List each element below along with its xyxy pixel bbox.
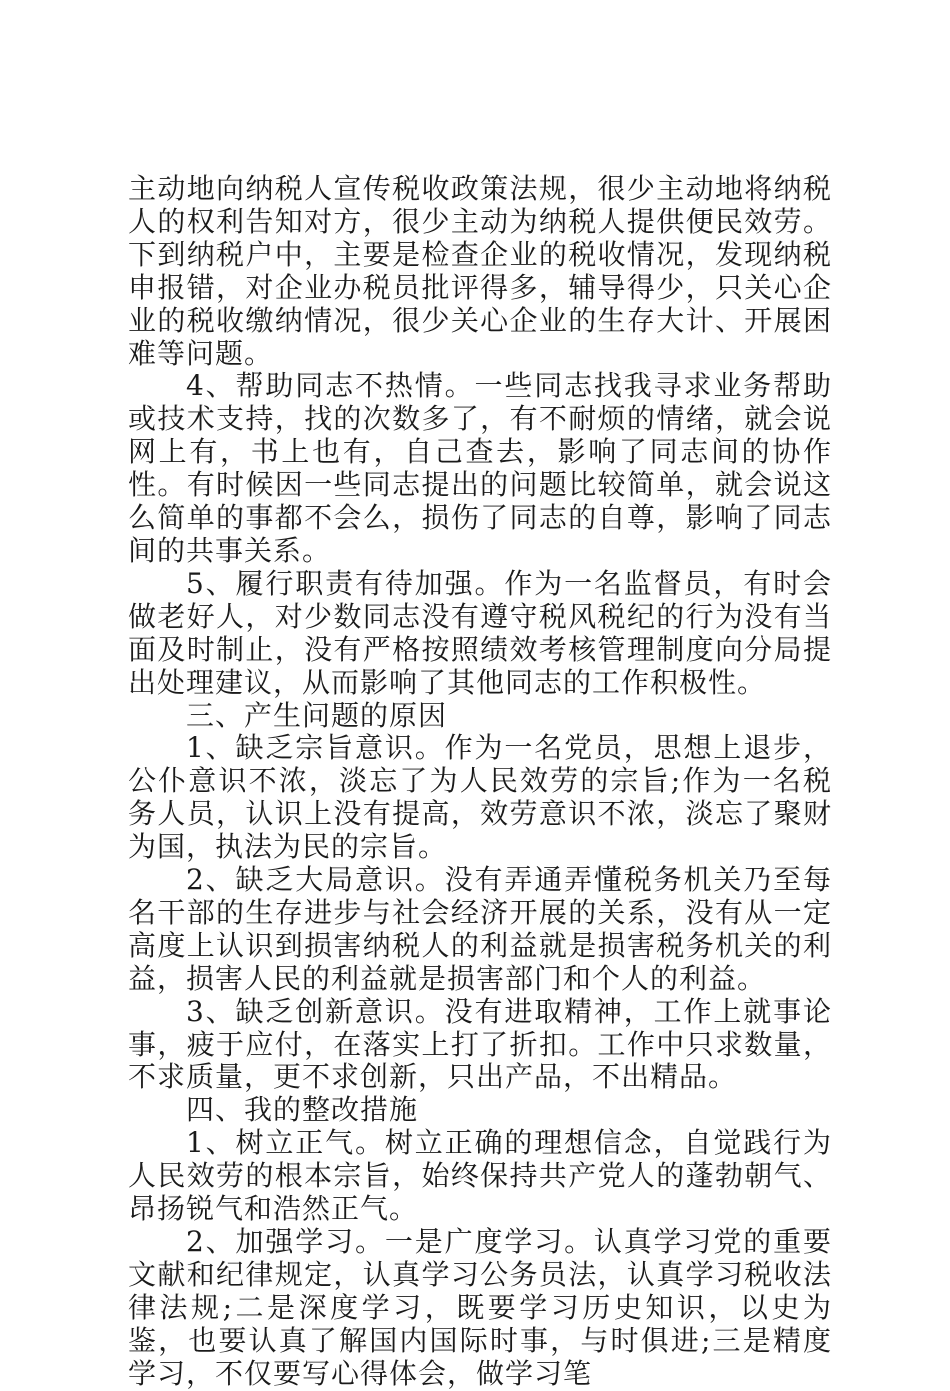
paragraph-item-4: 4、帮助同志不热情。一些同志找我寻求业务帮助或技术支持，找的次数多了，有不耐烦的情绪，就会说网上有，书上也有，自己查去，影响了同志间的协作性。有时候因一些同志提出的问题比较简单，就会说这么简单的事都不会么，损伤了同志的自尊，影响了同志间的共事关系。 xyxy=(128,369,832,567)
section-heading-measures: 四、我的整改措施 xyxy=(186,1093,419,1127)
section-heading-causes: 三、产生问题的原因 xyxy=(186,698,448,732)
paragraph-continuation: 主动地向纳税人宣传税收政策法规，很少主动地将纳税人的权利告知对方，很少主动为纳税人提供便民效劳。下到纳税户中，主要是检查企业的税收情况，发现纳税申报错，对企业办税员批评得多，辅导得少，只关心企业的税收缴纳情况，很少关心企业的生存大计、开展困难等问题。 xyxy=(128,172,832,370)
paragraph-cause-2: 2、缺乏大局意识。没有弄通弄懂税务机关乃至每名干部的生存进步与社会经济开展的关系，没有从一定高度上认识到损害纳税人的利益就是损害税务机关的利益，损害人民的利益就是损害部门和个人的利益。 xyxy=(128,863,832,995)
paragraph-item-5: 5、履行职责有待加强。作为一名监督员，有时会做老好人，对少数同志没有遵守税风税纪的行为没有当面及时制止，没有严格按照绩效考核管理制度向分局提出处理建议，从而影响了其他同志的工作积极性。 xyxy=(128,566,832,699)
document-body xyxy=(128,173,832,1391)
paragraph-cause-1: 1、缺乏宗旨意识。作为一名党员，思想上退步，公仆意识不浓，淡忘了为人民效劳的宗旨;作为一名税务人员，认识上没有提高，效劳意识不浓，淡忘了聚财为国，执法为民的宗旨。 xyxy=(128,731,832,864)
paragraph-cause-3: 3、缺乏创新意识。没有进取精神，工作上就事论事，疲于应付，在落实上打了折扣。工作中只求数量，不求质量，更不求创新，只出产品，不出精品。 xyxy=(128,994,832,1094)
paragraph-measure-2: 2、加强学习。一是广度学习。认真学习党的重要文献和纪律规定，认真学习公务员法，认真学习税收法律法规;二是深度学习，既要学习历史知识，以史为鉴，也要认真了解国内国际时事，与时俱进;三是精度学习，不仅要写心得体会，做学习笔 xyxy=(128,1225,832,1390)
paragraph-measure-1: 1、树立正气。树立正确的理想信念，自觉践行为人民效劳的根本宗旨，始终保持共产党人的蓬勃朝气、昂扬锐气和浩然正气。 xyxy=(128,1126,832,1226)
